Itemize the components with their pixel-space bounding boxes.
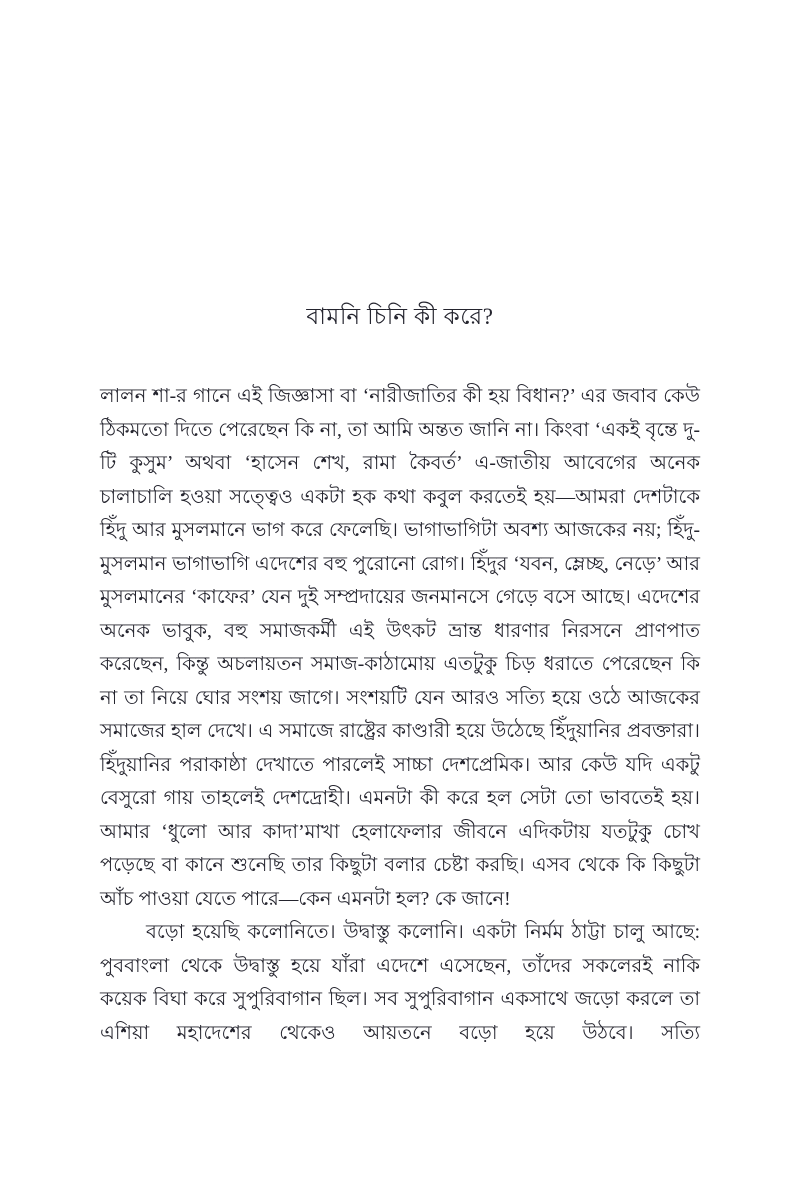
body-paragraph-2: বড়ো হয়েছি কলোনিতে। উদ্বাস্তু কলোনি। একটা নির্মম ঠাট্টা চালু আছে: পুববাংলা থেকে উদ্বাস্তু হয়ে যাঁরা এদেশে এসেছেন, তাঁদের সকলেরই নাকি কয়েক বিঘা করে সুপুরিবাগান ছিল। সব সুপুরিবাগান একসাথে জড়ো করলে তা এশিয়া মহাদেশের থেকেও আয়তনে বড়ো হয়ে উঠবে। সত্যি	[100, 922, 700, 1044]
body-paragraph-1: লালন শা-র গানে এই জিজ্ঞাসা বা ‘নারীজাতির কী হয় বিধান?’ এর জবাব কেউ ঠিকমতো দিতে পেরেছেন কি না, তা আমি অন্তত জানি না। কিংবা ‘একই বৃন্তে দু-টি কুসুম’ অথবা ‘হাসেন শেখ, রামা কৈবর্ত’ এ-জাতীয় আবেগের অনেক চালাচালি হওয়া সত্ত্বেও একটা হক কথা কবুল করতেই হয়—আমরা দেশটাকে হিঁদু আর মুসলমানে ভাগ করে ফেলেছি। ভাগাভাগিটা অবশ্য আজকের নয়; হিঁদু-মুসলমান ভাগাভাগি এদেশের বহু পুরোনো রোগ। হিঁদুর ‘যবন, ম্লেচ্ছ, নেড়ে’ আর মুসলমানের ‘কাফের’ যেন দুই সম্প্রদায়ের জনমানসে গেড়ে বসে আছে। এদেশের অনেক ভাবুক, বহু সমাজকর্মী এই উৎকট ভ্রান্ত ধারণার নিরসনে প্রাণপাত করেছেন, কিন্তু অচলায়তন সমাজ-কাঠামোয় এতটুকু চিড় ধরাতে পেরেছেন কি না তা নিয়ে ঘোর সংশয় জাগে। সংশয়টি যেন আরও সত্যি হয়ে ওঠে আজকের সমাজের হাল দেখে। এ সমাজে রাষ্ট্রের কাণ্ডারী হয়ে উঠেছে হিঁদুয়ানির প্রবক্তারা। হিঁদুয়ানির পরাকাষ্ঠা দেখাতে পারলেই সাচ্চা দেশপ্রেমিক। আর কেউ যদি একটু বেসুরো গায় তাহলেই দেশদ্রোহী। এমনটা কী করে হল সেটা তো ভাবতেই হয়। আমার ‘ধুলো আর কাদা’মাখা হেলাফেলার জীবনে এদিকটায় যতটুকু চোখ পড়েছে বা কানে শুনেছি তার কিছুটা বলার চেষ্টা করছি। এসব থেকে কি কিছুটা আঁচ পাওয়া যেতে পারে—কেন এমনটা হল? কে জানে!	[100, 386, 700, 910]
chapter-title: বামনি চিনি কী করে?	[306, 304, 494, 329]
text-block	[100, 300, 700, 1084]
